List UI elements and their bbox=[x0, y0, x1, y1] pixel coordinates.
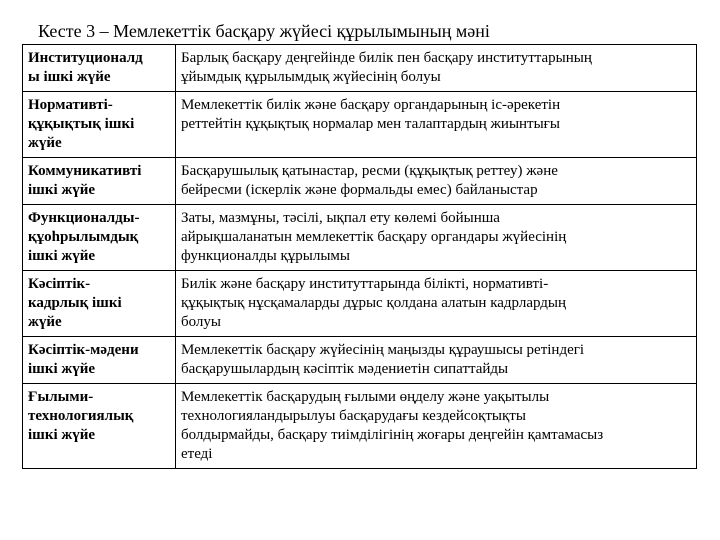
table-row bbox=[23, 271, 697, 337]
subsystem-name: Ғылыми- технологиялық ішкі жүйе bbox=[23, 384, 176, 469]
subsystem-description: Заты, мазмұны, тәсілі, ықпал ету көлемі бойынша айрықшаланатын мемлекеттік басқару органдары жүйесінің функционалды құрылымы bbox=[176, 205, 697, 271]
subsystem-name: Коммуникативті ішкі жүйе bbox=[23, 158, 176, 205]
table-row bbox=[23, 205, 697, 271]
subsystem-name: Кәсіптік- кадрлық ішкі жүйе bbox=[23, 271, 176, 337]
subsystem-description: Билік және басқару институттарында білікті, нормативті- құқықтық нұсқамаларды дұрыс қолдана алатын кадрлардың болуы bbox=[176, 271, 697, 337]
table-row bbox=[23, 92, 697, 158]
table-row bbox=[23, 337, 697, 384]
subsystem-name: Институционалд ы ішкі жүйе bbox=[23, 45, 176, 92]
subsystems-table bbox=[22, 44, 697, 469]
table-row bbox=[23, 158, 697, 205]
table-caption: Кесте 3 – Мемлекеттік басқару жүйесі құрылымының мәні bbox=[38, 21, 490, 41]
subsystem-description: Барлық басқару деңгейінде билік пен басқару институттарының ұйымдық құрылымдық жүйесінің болуы bbox=[176, 45, 697, 92]
table-row bbox=[23, 384, 697, 469]
table-row bbox=[23, 45, 697, 92]
subsystem-name: Функционалды- құоһрылымдық ішкі жүйе bbox=[23, 205, 176, 271]
subsystem-description: Мемлекеттік басқару жүйесінің маңызды құраушысы ретіндегі басқарушылардың кәсіптік мәдениетін сипаттайды bbox=[176, 337, 697, 384]
subsystem-description: Мемлекеттік басқарудың ғылыми өңделу және уақытылы технологияландырылуы басқарудағы кездейсоқтықты болдырмайды, басқару тиімділігінің жоғары деңгейін қамтамасыз етеді bbox=[176, 384, 697, 469]
subsystem-name: Нормативті- құқықтық ішкі жүйе bbox=[23, 92, 176, 158]
subsystem-name: Кәсіптік-мәдени ішкі жүйе bbox=[23, 337, 176, 384]
subsystem-description: Басқарушылық қатынастар, ресми (құқықтық реттеу) және бейресми (іскерлік және формальды емес) байланыстар bbox=[176, 158, 697, 205]
subsystem-description: Мемлекеттік билік және басқару органдарының іс-әрекетін реттейтін құқықтық нормалар мен талаптардың жиынтығы bbox=[176, 92, 697, 158]
